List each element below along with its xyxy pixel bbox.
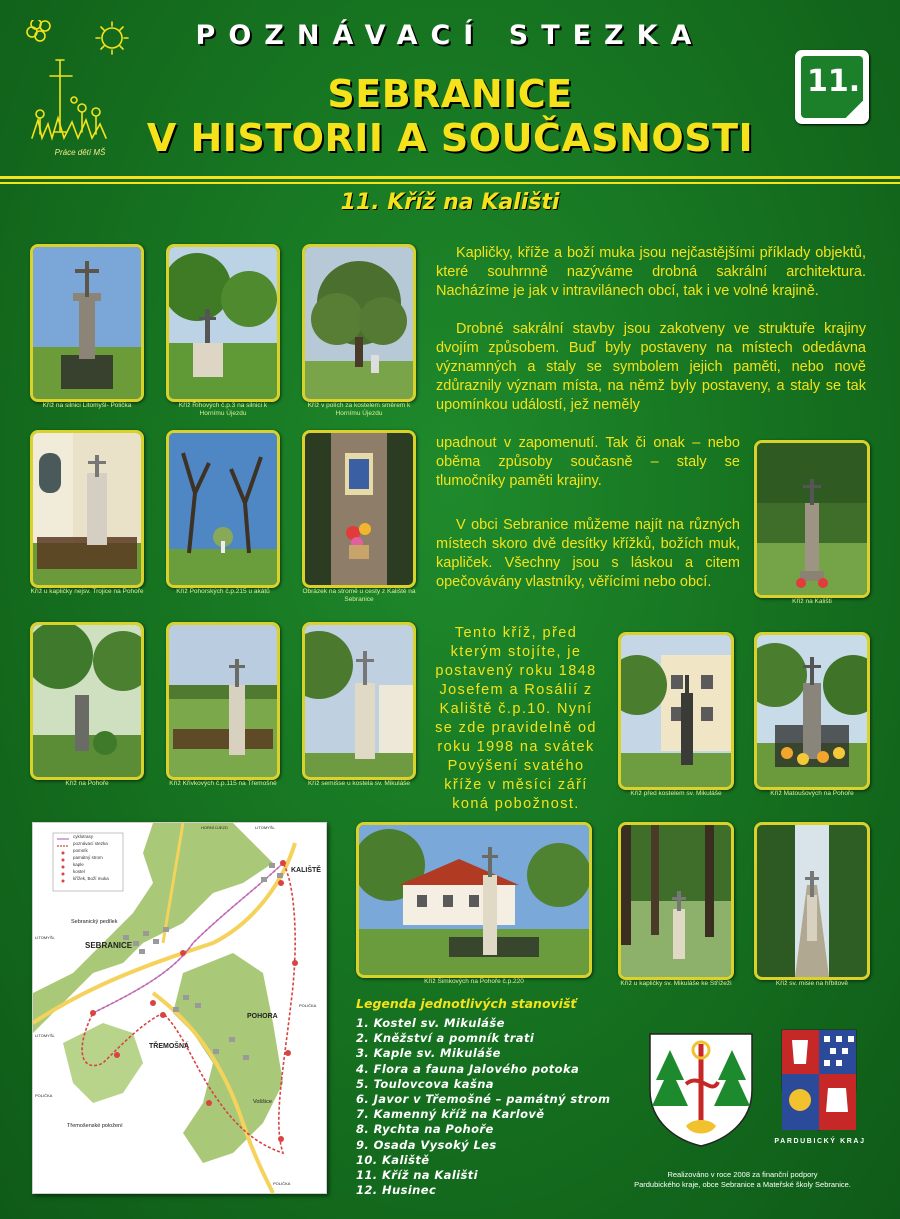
- legend-item: 7. Kamenný kříž na Karlově: [356, 1107, 545, 1122]
- intro-paragraph: Kapličky, kříže a boží muka jsou nejčastějšími příklady objektů, které souhrnně nazýváme drobná sakrální architektura. Nacházíme je jak v intravilánech obcí, tak i ve volné krajině.: [436, 245, 866, 299]
- body-paragraph-continued: upadnout v zapomenutí. Tak či onak – nebo oběma způsoby současně – staly se tlumočníky paměti krajiny.: [436, 435, 740, 489]
- photo-caption: Kříž u kapličky nejsv. Trojice na Pohoře: [30, 588, 144, 595]
- stations-legend-list: [356, 1016, 610, 1198]
- photo-tree-picture: [302, 430, 416, 588]
- funding-note: [600, 1170, 885, 1190]
- map-legend-item: pomník: [73, 848, 88, 853]
- region-label: PARDUBICKÝ KRAJ: [774, 1138, 866, 1145]
- photo-cross-pohora: [30, 622, 144, 780]
- funding-line: Pardubického kraje, obce Sebranice a Mateřské školy Sebranice.: [634, 1180, 851, 1189]
- map-edge-label: LITOMYŠL: [35, 1033, 55, 1038]
- photo-caption: Kříž Šimkových na Pohoře č.p.220: [424, 978, 524, 985]
- map-edge-label: POLIČKA: [35, 1093, 53, 1098]
- legend-item: 3. Kaple sv. Mikuláše: [356, 1046, 501, 1061]
- photo-cross-kaliste: [754, 440, 870, 598]
- photo-cross-chapel-striz: [618, 822, 734, 980]
- photo-caption: Kříž Říhových č.p.3 na silnici k Hornímu Újezdu: [178, 402, 268, 417]
- legend-item: 6. Javor v Třemošné – památný strom: [356, 1092, 611, 1107]
- photo-cross-litomysl-road: [30, 244, 144, 402]
- photo-caption: Kříž Matoušových na Pohoře: [770, 790, 854, 797]
- photo-caption: Kříž před kostelem sv. Mikuláše: [630, 790, 722, 797]
- children-drawing-icon: [22, 20, 137, 148]
- photo-caption: Kříž na Pohoře: [65, 780, 109, 787]
- photo-caption: Kříž v polích za kostelem směrem k Hornímu Újezdu: [307, 402, 411, 417]
- map-edge-label: POLIČKA: [273, 1181, 291, 1186]
- photo-cross-before-church: [618, 632, 734, 790]
- body-paragraph-sebranice: V obci Sebranice můžeme najít na různých místech skoro dvě desítky křížků, božích muk, kapliček. Všechny jsou s láskou a citem opečovávány vlastníky, věřícími nebo obcí.: [436, 517, 740, 590]
- photo-caption: Kříž u kapličky sv. Mikuláše ke Střížeži: [620, 980, 732, 987]
- photo-caption: Kříž sv. misie na hřbitově: [775, 980, 849, 987]
- legend-item: 1. Kostel sv. Mikuláše: [356, 1016, 505, 1030]
- legend-item: 11. Kříž na Kališti: [356, 1168, 478, 1183]
- header-divider-thin: [0, 182, 900, 184]
- photo-caption: Kříž semišse u kostela sv. Mikuláše: [307, 780, 411, 787]
- photo-cross-rihovych: [166, 244, 280, 402]
- legend-item: 2. Kněžství a pomník trati: [356, 1031, 535, 1046]
- map-legend-item: kaple: [73, 862, 84, 867]
- map-place-tremosenske-polozeni: Třemošenské položení: [67, 1123, 123, 1129]
- map-edge-label: HORNÍ ÚJEZD: [201, 825, 228, 830]
- body-paragraph: Drobné sakrální stavby jsou zakotveny ve struktuře krajiny dvojím způsobem. Buď byly postaveny na místech odedávna významných a staly se symbolem jejich paměti, nebo nově zdůraznily význam místa, na němž byly postaveny, a staly se tak upomínkou událostí, jež neměly: [436, 321, 866, 413]
- map-place-sebranice: SEBRANICE: [85, 941, 133, 950]
- funding-line: Realizováno v roce 2008 za finanční podpory: [667, 1170, 818, 1179]
- legend-item: 12. Husinec: [356, 1183, 437, 1198]
- trail-map[interactable]: [32, 822, 327, 1194]
- legend-item: 5. Toulovcova kašna: [356, 1076, 494, 1091]
- legend-item: 4. Flora a fauna Jalového potoka: [356, 1061, 580, 1076]
- photo-cross-simkovych: [356, 822, 592, 978]
- map-legend-item: poznávací stezka: [73, 841, 108, 846]
- map-edge-label: POLIČKA: [299, 1003, 317, 1008]
- legend-item: 10. Kaliště: [356, 1152, 430, 1167]
- stop-number: 11.: [807, 64, 861, 99]
- photo-cross-trojice-chapel: [30, 430, 144, 588]
- header-divider: [0, 176, 900, 179]
- photo-caption: Kříž Křivkových č.p.115 na Třemošné: [169, 780, 277, 787]
- photo-cross-cemetery: [754, 822, 870, 980]
- photo-caption: Kříž na silnici Litomyšl- Polička: [42, 402, 132, 409]
- cross-description: Tento kříž, před kterým stojíte, je postavený roku 1848 Josefem a Rosálií z Kaliště č.p.10. Nyní se zde pravidelně od roku 1998 na svátek Povýšení svatého kříže v měsíci září koná pobožnost.: [435, 625, 597, 812]
- map-edge-label: LITOMYŠL: [35, 935, 55, 940]
- map-edge-label: LITOMYŠL: [255, 825, 275, 830]
- drawing-caption: Práce dětí MŠ: [54, 148, 106, 157]
- map-legend-item: křížek, Boží muka: [73, 876, 109, 881]
- trail-heading: POZNÁVACÍ STEZKA: [195, 20, 705, 51]
- sebranice-coat-of-arms-icon: [646, 1030, 756, 1148]
- photo-caption: Kříž Pohorských č.p.215 u akátů: [176, 588, 270, 595]
- legend-item: 8. Rychta na Pohoře: [356, 1122, 494, 1137]
- map-place-kaliste: KALIŠTĚ: [291, 867, 321, 874]
- stop-number-badge: [795, 50, 869, 124]
- map-legend-item: památný strom: [73, 855, 103, 860]
- photo-cross-fields: [302, 244, 416, 402]
- section-title: 11. Kříž na Kališti: [340, 190, 560, 215]
- pardubice-region-coat-of-arms-icon: [780, 1028, 858, 1132]
- photo-cross-matousovych: [754, 632, 870, 790]
- map-place-pohora: POHORA: [247, 1013, 278, 1020]
- map-legend-item: kostel: [73, 869, 85, 874]
- map-place-sebranicky-pedilek: Sebranický pedílek: [71, 919, 118, 925]
- legend-item: 9. Osada Vysoký Les: [356, 1137, 497, 1152]
- photo-cross-pohorskych: [166, 430, 280, 588]
- page-title-line-2: V HISTORII A SOUČASNOSTI: [146, 116, 754, 160]
- photo-cross-mikulase-church: [302, 622, 416, 780]
- photo-caption: Obrázek na stromě u cesty z Kaliště na Sebranice: [302, 588, 416, 603]
- map-legend-item: cyklotrasy: [73, 834, 94, 839]
- stations-legend-title: Legenda jednotlivých stanovišť: [356, 996, 577, 1011]
- map-place-vossice: Voššice: [253, 1099, 272, 1105]
- page-title-line-1: SEBRANICE: [327, 72, 573, 116]
- photo-cross-krivkovych: [166, 622, 280, 780]
- map-place-tremosna: TŘEMOŠNÁ: [149, 1043, 190, 1050]
- photo-caption: Kříž na Kališti: [792, 598, 832, 605]
